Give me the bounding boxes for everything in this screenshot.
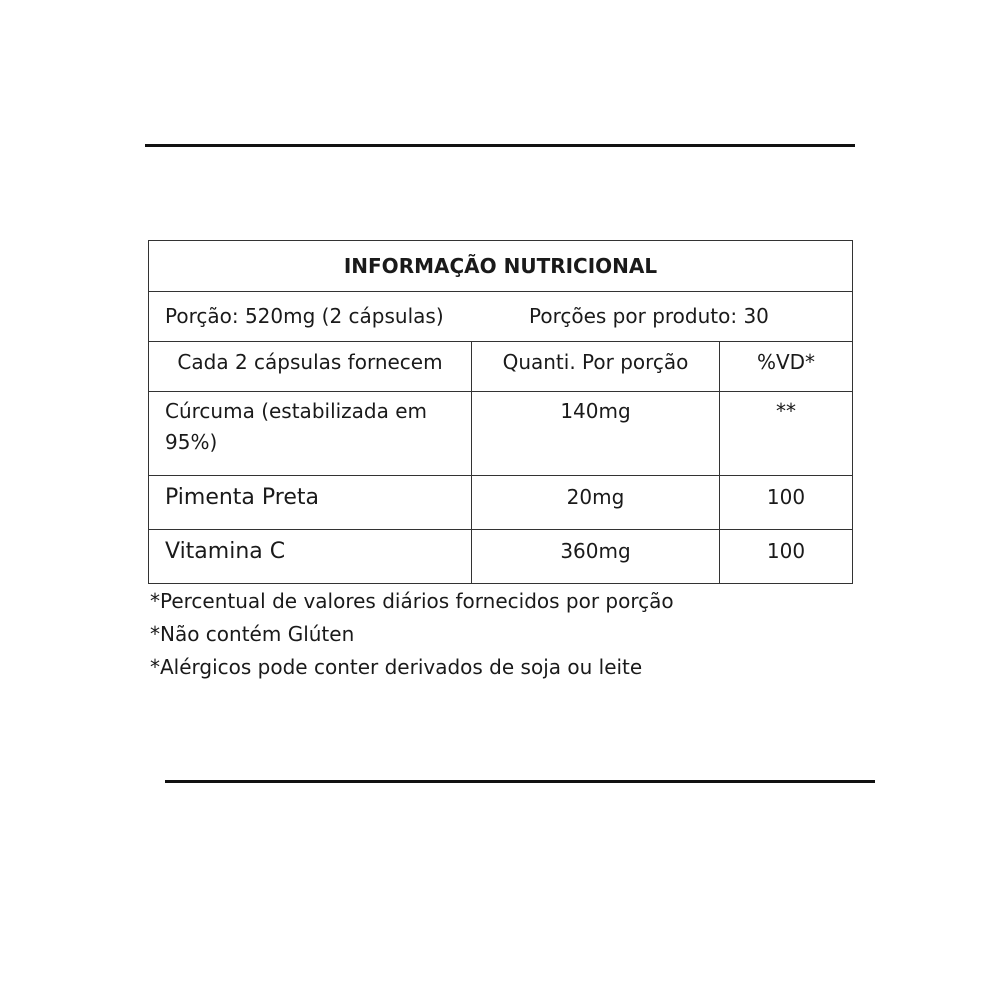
table-row [149,475,852,529]
nutrient-vd: 100 [766,539,806,563]
nutrient-name: Cúrcuma (estabilizada em 95%) [149,392,472,475]
table-title: INFORMAÇÃO NUTRICIONAL [343,253,658,278]
footnote-gluten: *Não contém Glúten [150,622,355,646]
top-divider [145,144,855,147]
column-header-nutrient: Cada 2 cápsulas fornecem [149,342,472,391]
nutrient-quantity: 360mg [472,530,720,583]
table-row [149,391,852,475]
nutrient-vd: ** [776,399,796,423]
table-title-row [149,241,852,291]
footnote-daily-values: *Percentual de valores diários fornecidos por porção [150,589,674,613]
portion-size: Porção: 520mg (2 cápsulas) [165,304,444,328]
nutrient-quantity: 20mg [472,476,720,529]
nutrient-vd: 100 [766,485,806,509]
portion-row [149,291,852,341]
nutrient-quantity: 140mg [472,392,720,475]
portions-per-product: Porções por produto: 30 [529,304,769,328]
footnote-allergens: *Alérgicos pode conter derivados de soja ou leite [150,655,643,679]
footnotes [150,585,674,684]
bottom-divider [165,780,875,783]
column-header-vd: %VD* [756,350,816,374]
column-header-quantity: Quanti. Por porção [472,342,720,391]
nutrient-name: Vitamina C [149,530,472,583]
nutrient-name: Pimenta Preta [149,476,472,529]
nutrition-table [148,240,853,584]
table-header-row [149,341,852,391]
table-row [149,529,852,583]
